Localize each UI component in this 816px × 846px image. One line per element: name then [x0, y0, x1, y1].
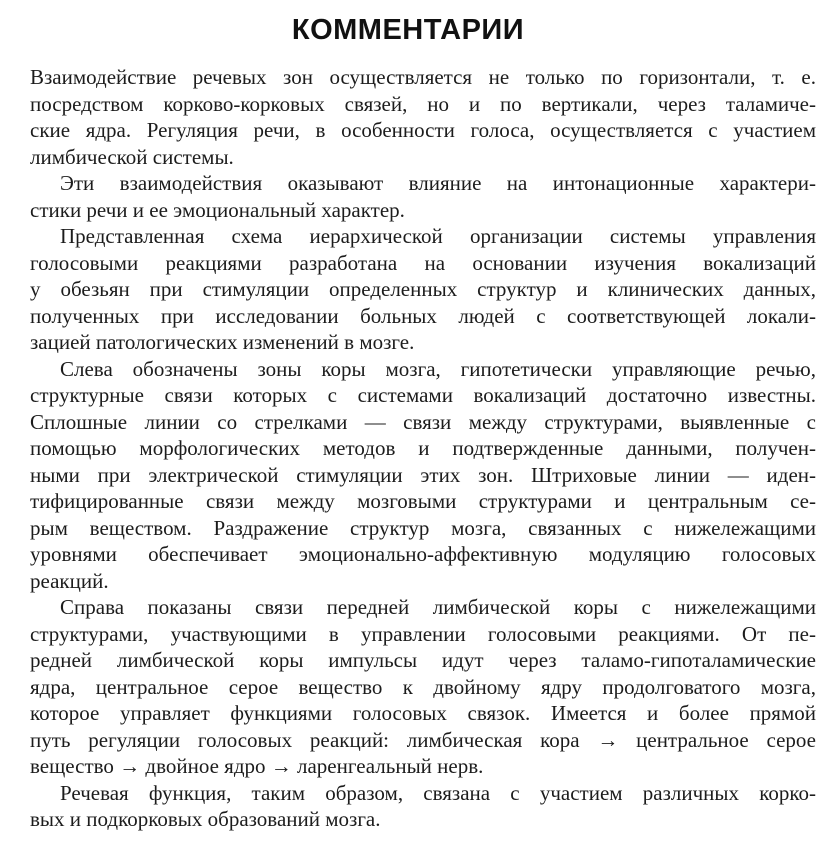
- text-line: Представленная схема иерархической организации системы управления: [60, 224, 816, 248]
- text-line: голосовыми реакциями разработана на основании изучения вокализаций: [30, 250, 816, 275]
- paragraph-6: [30, 780, 816, 833]
- paragraph-2: [30, 170, 816, 223]
- text-line: Справа показаны связи передней лимбической коры с нижележащими: [60, 595, 816, 619]
- text-line: которое управляет функциями голосовых связок. Имеется и более прямой: [30, 701, 816, 725]
- paragraph-1: [30, 64, 816, 170]
- paragraph-5: [30, 594, 816, 780]
- text-line: реакций.: [30, 568, 109, 593]
- text-line: Сплошные линии со стрелками — связи между структурами, выявленные с: [30, 409, 816, 434]
- text-line: стики речи и ее эмоциональный характер.: [30, 197, 405, 222]
- text-line: рым веществом. Раздражение структур мозга, связанных с нижележащими: [30, 515, 816, 540]
- text-line: путь регуляции голосовых реакций: лимбическая кора → центральное серое: [30, 727, 816, 752]
- text-line: зацией патологических изменений в мозге.: [30, 330, 415, 354]
- text-line: Слева обозначены зоны коры мозга, гипотетически управляющие речью,: [60, 356, 816, 381]
- text-line: полученных при исследовании больных людей с соответствующей локали-: [30, 303, 816, 328]
- text-line: ными при электрической стимуляции этих зон. Штриховые линии — иден-: [30, 462, 816, 487]
- text-line: Эти взаимодействия оказывают влияние на интонационные характери-: [60, 171, 816, 195]
- text-line: вещество → двойное ядро → ларенгеальный нерв.: [30, 754, 484, 778]
- text-line: структурные связи которых с системами вокализаций достаточно известны.: [30, 383, 816, 407]
- text-line: ские ядра. Регуляция речи, в особенности голоса, осуществляется с участием: [30, 118, 816, 142]
- paragraph-3: [30, 223, 816, 356]
- body-text: [30, 64, 816, 833]
- text-line: тифицированные связи между мозговыми структурами и центральным се-: [30, 489, 816, 513]
- text-line: вых и подкорковых образований мозга.: [30, 807, 381, 831]
- text-line: посредством корково-корковых связей, но и по вертикали, через таламиче-: [30, 91, 816, 116]
- page-title: КОММЕНТАРИИ: [291, 14, 525, 46]
- text-line: у обезьян при стимуляции определенных структур и клинических данных,: [30, 277, 816, 301]
- paragraph-4: [30, 356, 816, 595]
- text-line: лимбической системы.: [30, 144, 234, 169]
- text-line: Взаимодействие речевых зон осуществляется не только по горизонтали, т. е.: [30, 65, 816, 89]
- text-line: структурами, участвующими в управлении голосовыми реакциями. От пе-: [30, 621, 816, 646]
- text-line: Речевая функция, таким образом, связана с участием различных корко-: [60, 780, 816, 805]
- text-line: редней лимбической коры импульсы идут через таламо-гипоталамические: [30, 648, 816, 672]
- text-line: уровнями обеспечивает эмоционально-аффективную модуляцию голосовых: [30, 542, 816, 566]
- text-line: помощью морфологических методов и подтвержденные данными, получен-: [30, 436, 816, 460]
- text-line: ядра, центральное серое вещество к двойному ядру продолговатого мозга,: [30, 674, 816, 699]
